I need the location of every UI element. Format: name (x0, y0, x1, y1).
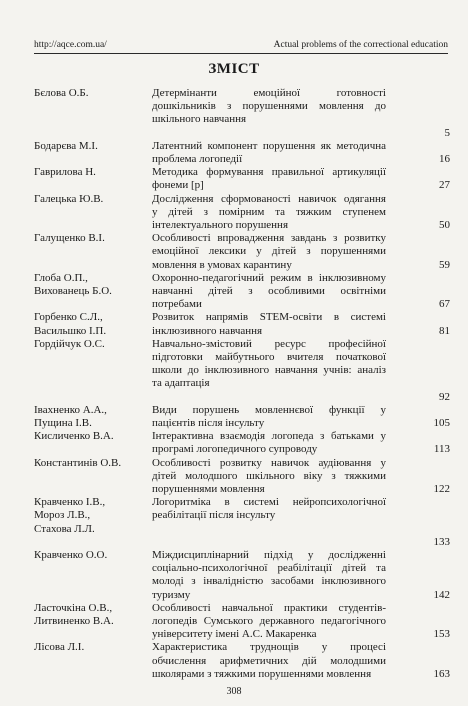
title-line: Методика формування правильної артикуляції (152, 166, 386, 179)
title-line: Дослідження сформованості навичок одягання (152, 192, 386, 205)
author-name: Горбенко С.Л., (34, 311, 103, 324)
toc-page-number: 5 (444, 126, 450, 139)
running-header (34, 38, 448, 52)
title-line: Розвиток напрямів STEM-освіти в системі (152, 311, 386, 324)
toc-entry-authors (34, 140, 144, 153)
toc-entry (34, 232, 450, 272)
toc-page-number: 105 (433, 416, 450, 429)
toc-entry-title (152, 496, 386, 522)
header-journal-title: Actual problems of the correctional education (273, 40, 448, 50)
toc-entry-title (152, 404, 386, 430)
toc-entry-title (152, 311, 386, 337)
toc-entry-authors (34, 311, 144, 337)
toc-entry-title (152, 641, 386, 681)
toc-entry-authors (34, 404, 144, 430)
author-name: Литвиненко В.А. (34, 614, 114, 627)
title-line: дітей молодшого шкільного віку з тяжкими (152, 469, 386, 482)
toc-entry (34, 272, 450, 312)
title-line: програмі логопедичного супроводу (152, 443, 318, 456)
title-line: фонеми [р] (152, 179, 204, 192)
page-title: ЗМІСТ (208, 61, 260, 77)
toc-page-number: 16 (439, 152, 450, 165)
toc-page-number: 67 (439, 298, 450, 311)
title-line: реабілітації після інсульту (152, 509, 276, 522)
toc-entry-title (152, 232, 386, 272)
toc-page-number: 133 (433, 535, 450, 548)
toc-page-number: 122 (433, 482, 450, 495)
author-name: Кисличенко В.А. (34, 430, 114, 443)
toc-entry-authors (34, 87, 144, 100)
toc-entry-authors (34, 232, 144, 245)
toc-entry-title (152, 549, 386, 602)
toc-entry-authors (34, 193, 144, 206)
author-name: Васильшко І.П. (34, 324, 107, 337)
toc-entry-authors (34, 166, 144, 179)
title-line: Латентний компонент порушення як методична (152, 139, 386, 152)
author-name: Бодарєва М.І. (34, 139, 98, 152)
title-line: порушеннями мовлення (152, 482, 265, 495)
title-line: обчислення арифметичних дій молодшими (152, 654, 386, 667)
author-name: Стахова Л.Л. (34, 522, 95, 535)
title-line: Особливості навчальної практики студентів- (152, 601, 386, 614)
table-of-contents (34, 87, 450, 681)
title-line: навчанні дітей з особливими освітніми (152, 284, 386, 297)
author-name: Галецька Ю.В. (34, 192, 104, 205)
title-line: потребами (152, 298, 202, 311)
title-line: Характеристика труднощів у процесі (152, 641, 386, 654)
toc-entry-authors (34, 549, 144, 562)
author-name: Мороз Л.В., (34, 509, 91, 522)
toc-entry (34, 193, 450, 233)
toc-entry (34, 166, 450, 192)
title-line: школи до інклюзивного навчання учнів: аналіз (152, 364, 386, 377)
author-name: Пущина І.В. (34, 416, 92, 429)
toc-entry-title (152, 457, 386, 497)
toc-entry (34, 457, 450, 497)
toc-entry (34, 549, 450, 602)
toc-entry (34, 641, 450, 681)
title-line: мовлення в умовах карантину (152, 258, 292, 271)
toc-entry (34, 430, 450, 456)
toc-entry-title (152, 140, 386, 166)
author-name: Кравченко І.В., (34, 496, 106, 509)
title-line: інклюзивного навчання (152, 324, 263, 337)
title-line: та адаптація (152, 377, 210, 390)
author-name: Константинів О.В. (34, 456, 122, 469)
title-line: молоді з інвалідністю засобами інклюзивного (152, 575, 386, 588)
toc-entry-title (152, 338, 386, 391)
title-line: школярами з тяжкими порушеннями мовлення (152, 667, 372, 680)
title-line: Охоронно-педагогічний режим в інклюзивному (152, 271, 386, 284)
toc-page-number: 27 (439, 179, 450, 192)
toc-entry-authors (34, 272, 144, 298)
toc-entry-title (152, 272, 386, 312)
toc-entry (34, 404, 450, 430)
title-line: у дітей з помірним та тяжким ступенем (152, 205, 386, 218)
title-line: проблема логопедії (152, 153, 243, 165)
toc-page-number: 142 (433, 588, 450, 601)
author-name: Бєлова О.Б. (34, 87, 89, 99)
title-line: інтелектуального порушення (152, 218, 289, 231)
title-line: Міждисциплінарний підхід у дослідженні (152, 548, 386, 561)
toc-entry (34, 602, 450, 642)
title-line: університету імені А.С. Макаренка (152, 628, 317, 641)
toc-entry-authors (34, 641, 144, 654)
toc-entry (34, 311, 450, 337)
author-name: Галущенко В.І. (34, 232, 105, 245)
toc-entry-authors (34, 496, 144, 536)
toc-entry-title (152, 87, 386, 127)
title-line: шкільного навчання (152, 113, 247, 126)
author-name: Глоба О.П., (34, 271, 88, 284)
toc-page-number: 50 (439, 218, 450, 231)
toc-entry-title (152, 430, 386, 456)
toc-page-number: 81 (439, 324, 450, 337)
toc-page-number: 92 (439, 390, 450, 403)
toc-entry (34, 87, 450, 140)
toc-entry (34, 140, 450, 166)
author-name: Гордійчук О.С. (34, 337, 105, 350)
title-line: логопедів Сумського державного педагогічного (152, 614, 386, 627)
title-line: підготовки майбутнього вчителя початкової (152, 350, 386, 363)
toc-entry-authors (34, 457, 144, 470)
title-line: Детермінанти емоційної готовності (152, 87, 386, 99)
toc-page-number: 113 (433, 443, 450, 456)
title-line: соціально-психологічної реабілітації дітей та (152, 562, 386, 575)
title-line: дошкільників з порушеннями мовлення до (152, 100, 386, 113)
author-name: Лісова Л.І. (34, 641, 85, 654)
toc-entry-authors (34, 338, 144, 351)
toc-page-number: 153 (433, 628, 450, 641)
title-line: Види порушень мовленнєвої функції у (152, 403, 386, 416)
page-number: 308 (226, 686, 242, 697)
toc-entry-authors (34, 602, 144, 628)
title-line: Інтерактивна взаємодія логопеда з батьками у (152, 430, 386, 443)
title-line: туризму (152, 588, 191, 601)
toc-entry-title (152, 193, 386, 233)
toc-page-number: 59 (439, 258, 450, 271)
title-line: емоційної лексики у дітей з порушеннями (152, 245, 386, 258)
header-rule (34, 53, 448, 54)
toc-entry (34, 496, 450, 549)
title-line: пацієнтів після інсульту (152, 416, 265, 429)
header-url: http://aqce.com.ua/ (34, 40, 107, 50)
toc-page-number: 163 (433, 667, 450, 680)
author-name: Вихованець Б.О. (34, 284, 112, 297)
title-line: Особливості розвитку навичок аудіювання у (152, 456, 386, 469)
title-line: Особливості впровадження завдань з розвитку (152, 232, 386, 245)
title-line: Навчально-змістовий ресурс професійної (152, 337, 386, 350)
author-name: Ласточкіна О.В., (34, 601, 113, 614)
author-name: Івахненко А.А., (34, 403, 107, 416)
toc-entry-authors (34, 430, 144, 443)
author-name: Гаврилова Н. (34, 166, 96, 179)
toc-entry-title (152, 166, 386, 192)
author-name: Кравченко О.О. (34, 548, 108, 561)
title-line: Логоритміка в системі нейропсихологічної (152, 496, 386, 509)
toc-entry (34, 338, 450, 404)
toc-entry-title (152, 602, 386, 642)
